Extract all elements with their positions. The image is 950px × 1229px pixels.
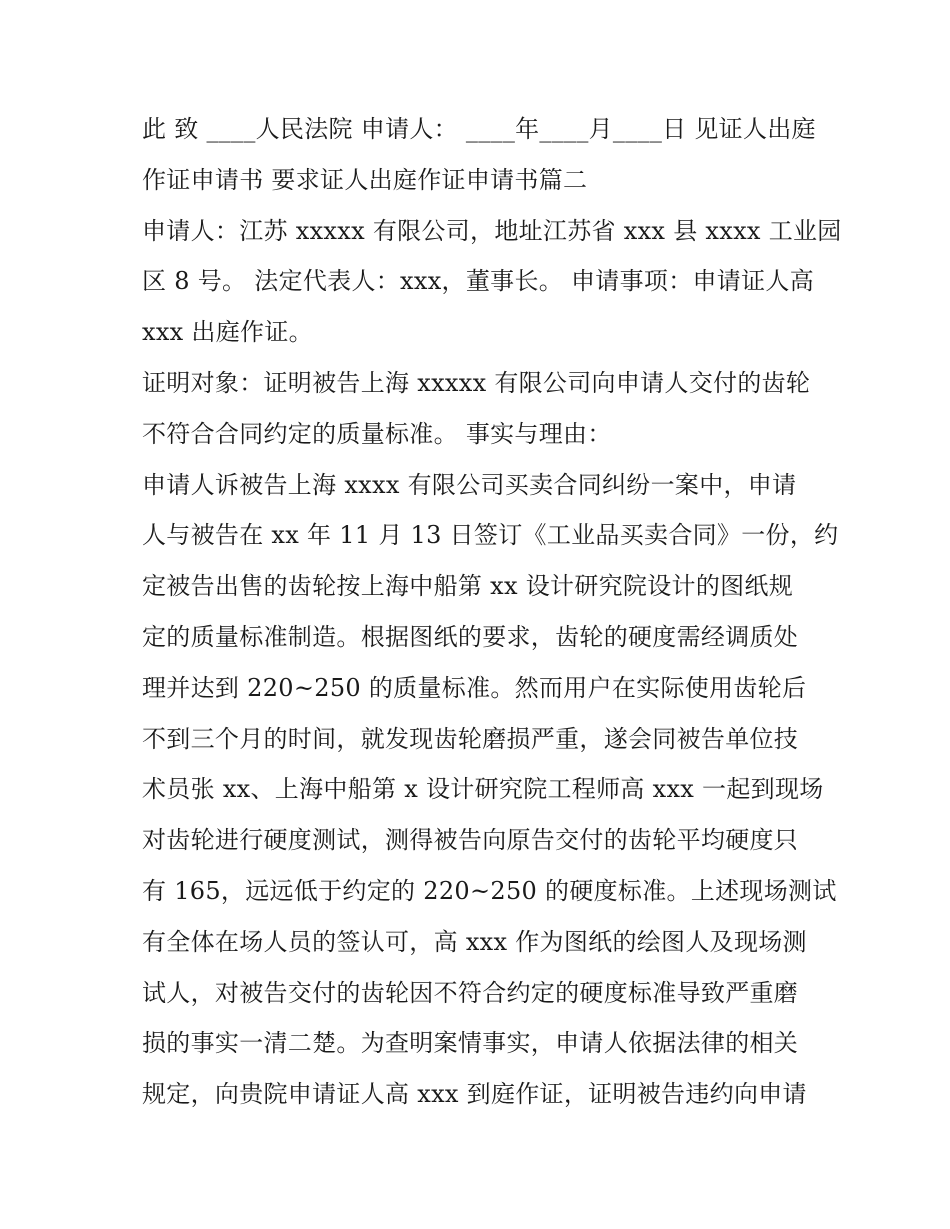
text-line: 定的质量标准制造。根据图纸的要求，齿轮的硬度需经调质处 [142, 622, 799, 651]
text-line: 证明对象：证明被告上海 xxxxx 有限公司向申请人交付的齿轮 [142, 368, 811, 397]
text-line: 试人，对被告交付的齿轮因不符合约定的硬度标准导致严重磨 [142, 978, 799, 1007]
text-line: 区 8 号。 法定代表人：xxx，董事长。 申请事项：申请证人高 [142, 267, 814, 296]
text-line: xxx 出庭作证。 [142, 318, 313, 347]
text-line: 此 致 ____人民法院 申请人： ____年____月____日 见证人出庭 [142, 115, 816, 143]
text-line: 规定，向贵院申请证人高 xxx 到庭作证，证明被告违约向申请 [142, 1080, 807, 1109]
text-line: 有全体在场人员的签认可，高 xxx 作为图纸的绘图人及现场测 [142, 927, 807, 956]
text-line: 定被告出售的齿轮按上海中船第 xx 设计研究院设计的图纸规 [142, 572, 794, 601]
text-line: 损的事实一清二楚。为查明案情事实，申请人依据法律的相关 [142, 1029, 799, 1058]
text-line: 对齿轮进行硬度测试，测得被告向原告交付的齿轮平均硬度只 [142, 826, 799, 855]
text-line: 人与被告在 xx 年 11 月 13 日签订《工业品买卖合同》一份，约 [142, 521, 839, 550]
text-line: 作证申请书 要求证人出庭作证申请书篇二 [142, 165, 588, 194]
text-line: 申请人：江苏 xxxxx 有限公司，地址江苏省 xxx 县 xxxx 工业园 [142, 216, 842, 245]
text-line: 理并达到 220~250 的质量标准。然而用户在实际使用齿轮后 [142, 673, 807, 702]
text-line: 申请人诉被告上海 xxxx 有限公司买卖合同纠纷一案中，申请 [142, 470, 797, 499]
text-line: 不符合合同约定的质量标准。 事实与理由： [142, 419, 612, 448]
document-body [142, 104, 842, 1120]
text-line: 有 165，远远低于约定的 220~250 的硬度标准。上述现场测试 [142, 876, 837, 905]
text-line: 不到三个月的时间，就发现齿轮磨损严重，遂会同被告单位技 [142, 724, 799, 753]
text-line: 术员张 xx、上海中船第 x 设计研究院工程师高 xxx 一起到现场 [142, 775, 824, 804]
